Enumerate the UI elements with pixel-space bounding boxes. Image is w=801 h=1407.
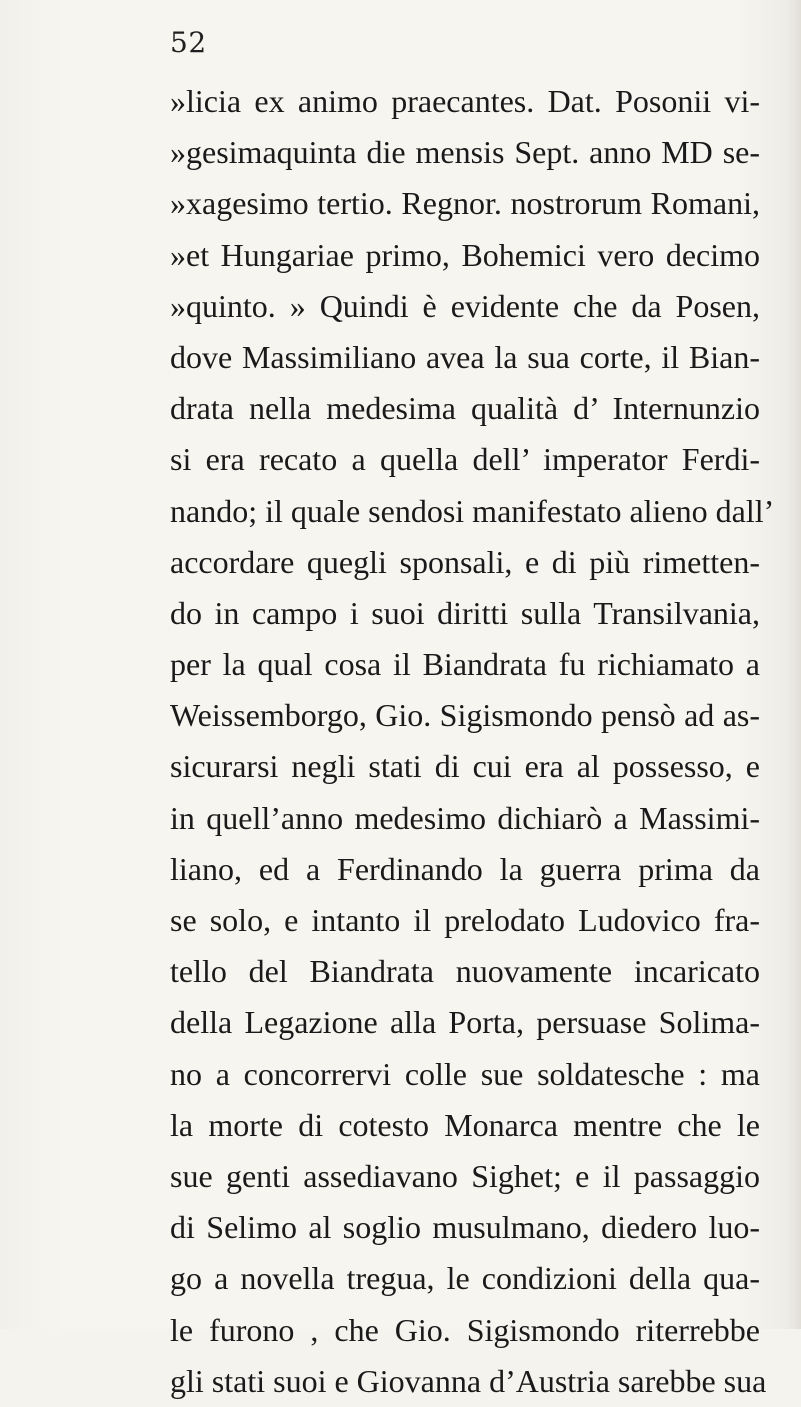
page-edge-shadow [787, 0, 801, 1329]
text-line: le furono , che Gio. Sigismondo riterrebbe [170, 1311, 760, 1348]
text-line: »et Hungariae primo, Bohemici vero decimo [170, 236, 760, 273]
text-line: nando; il quale sendosi manifestato alieno dall’ [170, 492, 775, 529]
text-line: tello del Biandrata nuovamente incaricato [170, 953, 760, 990]
text-line: sue genti assediavano Sighet; e il passaggio [170, 1157, 760, 1194]
text-line: sicurarsi negli stati di cui era al possesso, e [170, 748, 760, 785]
text-line: della Legazione alla Porta, persuase Solima- [170, 1004, 760, 1041]
text-line: si era recato a quella dell’ imperator Ferdi- [170, 441, 760, 478]
text-line: no a concorrervi colle sue soldatesche : ma [170, 1055, 760, 1092]
page-number: 52 [170, 26, 207, 59]
text-line: dove Massimiliano avea la sua corte, il Bian- [170, 338, 760, 375]
text-line: di Selimo al soglio musulmano, diedero luo- [170, 1209, 760, 1246]
text-line: »licia ex animo praecantes. Dat. Posonii vi- [170, 83, 760, 119]
text-line: liano, ed a Ferdinando la guerra prima da [170, 850, 760, 887]
text-line: se solo, e intanto il prelodato Ludovico fra- [170, 902, 760, 938]
text-line: do in campo i suoi diritti sulla Transilvania, [170, 594, 760, 631]
body-text [170, 76, 775, 1407]
text-line: gli stati suoi e Giovanna d’Austria sarebbe sua [170, 1362, 767, 1399]
text-line: in quell’anno medesimo dichiarò a Massimi- [170, 799, 760, 836]
text-line: Weissemborgo, Gio. Sigismondo pensò ad as- [170, 697, 760, 734]
text-line: per la qual cosa il Biandrata fu richiamato a [170, 646, 760, 683]
text-line: go a novella tregua, le condizioni della qua- [170, 1260, 760, 1297]
text-line: drata nella medesima qualità d’ Internunzio [170, 390, 760, 427]
text-line: la morte di cotesto Monarca mentre che le [170, 1106, 760, 1143]
text-line: »xagesimo tertio. Regnor. nostrorum Romani, [170, 185, 760, 222]
text-line: »gesimaquinta die mensis Sept. anno MD se- [170, 134, 760, 171]
text-line: accordare quegli sponsali, e di più rimetten- [170, 543, 760, 580]
text-line: »quinto. » Quindi è evidente che da Posen, [170, 287, 760, 324]
